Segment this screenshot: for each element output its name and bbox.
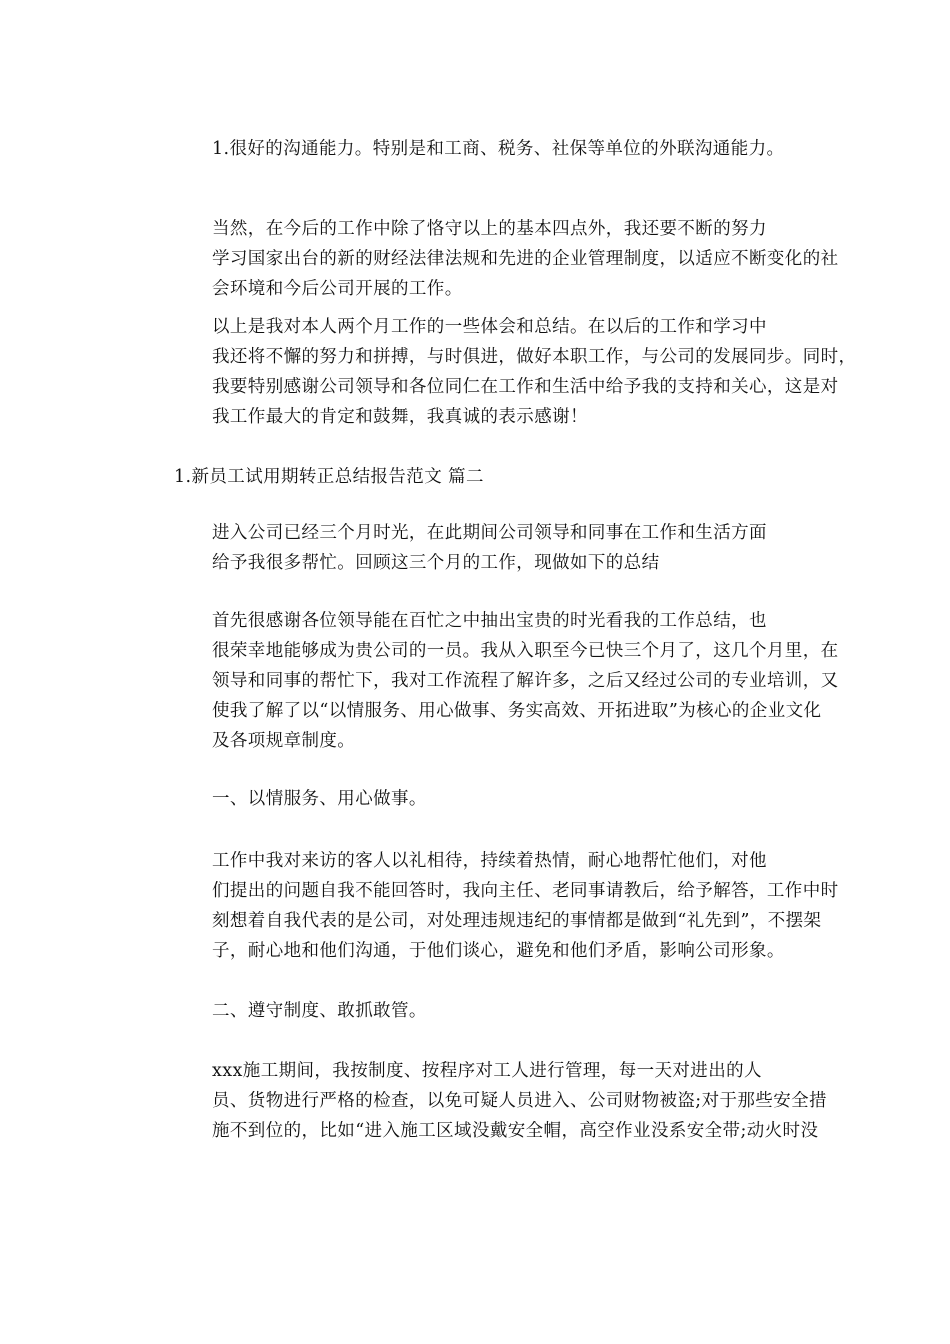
text-line: 及各项规章制度。 [212,731,356,751]
text-line: 一、以情服务、用心做事。 [212,789,427,809]
paragraph-service-detail [136,846,839,966]
text-line: 给予我很多帮忙。回顾这三个月的工作，现做如下的总结 [212,553,660,573]
text-line: 刻想着自我代表的是公司，对处理违规违纪的事情都是做到“礼先到”，不摆架 [212,911,822,931]
text-line: 我工作最大的肯定和鼓舞，我真诚的表示感谢！ [212,407,588,427]
text-line: 学习国家出台的新的财经法律法规和先进的企业管理制度，以适应不断变化的社 [212,249,839,269]
text-line: 会环境和今后公司开展的工作。 [212,279,463,299]
text-line: 我要特别感谢公司领导和各位同仁在工作和生活中给予我的支持和关心，这是对 [212,377,839,397]
text-line: 以上是我对本人两个月工作的一些体会和总结。在以后的工作和学习中 [212,317,767,337]
paragraph-communication [136,134,816,164]
text-line: 领导和同事的帮忙下，我对工作流程了解许多，之后又经过公司的专业培训，又 [212,671,839,691]
text-line: 们提出的问题自我不能回答时，我向主任、老同事请教后，给予解答，工作中时 [212,881,839,901]
text-line: 工作中我对来访的客人以礼相待，持续着热情，耐心地帮忙他们，对他 [212,851,767,871]
paragraph-gratitude [136,606,839,756]
text-line: 我还将不懈的努力和拼搏，与时俱进，做好本职工作，与公司的发展同步。同时， [212,347,857,367]
paragraph-intro [136,518,816,578]
subheading-rules [136,996,816,1026]
heading-text: 1.新员工试用期转正总结报告范文 篇二 [174,467,484,487]
text-line: 当然，在今后的工作中除了恪守以上的基本四点外，我还要不断的努力 [212,219,767,239]
text-line: 进入公司已经三个月时光，在此期间公司领导和同事在工作和生活方面 [212,523,767,543]
text-line: 首先很感谢各位领导能在百忙之中抽出宝贵的时光看我的工作总结，也 [212,611,767,631]
text-line: 使我了解了以“以情服务、用心做事、务实高效、开拓进取”为核心的企业文化 [212,701,822,721]
text-line: 子，耐心地和他们沟通，于他们谈心，避免和他们矛盾，影响公司形象。 [212,941,785,961]
text-line: xxx施工期间，我按制度、按程序对工人进行管理，每一天对进出的人 [212,1061,762,1081]
text-line: 员、货物进行严格的检查，以免可疑人员进入、公司财物被盗;对于那些安全措 [212,1091,827,1111]
subheading-service [136,784,816,814]
text-line: 1.很好的沟通能力。特别是和工商、税务、社保等单位的外联沟通能力。 [212,139,785,159]
paragraph-summary-thanks [136,312,857,432]
text-line: 很荣幸地能够成为贵公司的一员。我从入职至今已快三个月了，这几个月里，在 [212,641,839,661]
section-heading [136,462,816,492]
paragraph-future-work [136,214,839,304]
paragraph-rules-detail [136,1056,827,1146]
text-line: 二、遵守制度、敢抓敢管。 [212,1001,427,1021]
text-line: 施不到位的，比如“进入施工区域没戴安全帽，高空作业没系安全带;动火时没 [212,1121,819,1141]
